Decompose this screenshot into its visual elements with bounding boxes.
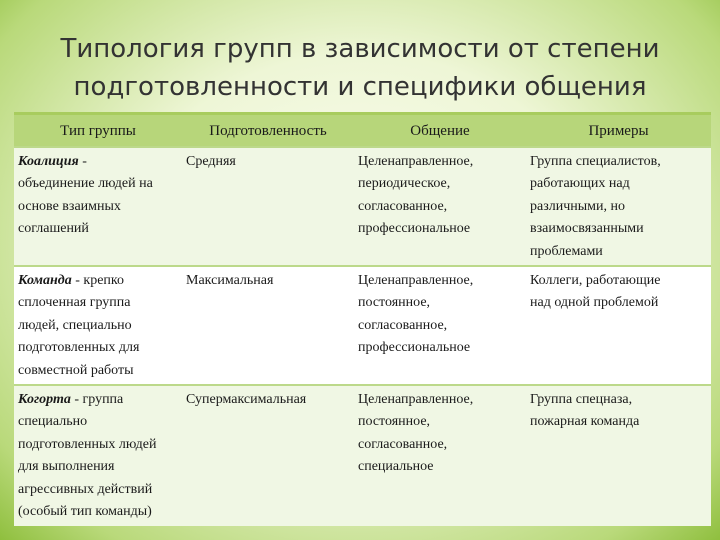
slide-title-line-1: Типология групп в зависимости от степени — [60, 34, 660, 64]
preparedness-cell: Максимальная — [182, 266, 354, 385]
header-examples: Примеры — [526, 114, 711, 148]
communication-cell: Целенаправленное, постоянное, согласованное, специальное — [354, 385, 526, 525]
group-type-cell — [14, 266, 182, 385]
table-header-row — [14, 114, 711, 148]
table-row — [14, 266, 711, 385]
communication-cell: Целенаправленное, постоянное, согласованное, профессиональное — [354, 266, 526, 385]
group-description: - объединение людей на основе взаимных соглашений — [18, 154, 153, 237]
group-name: Команда — [18, 273, 72, 289]
group-name: Когорта — [18, 392, 71, 408]
header-communication: Общение — [354, 114, 526, 148]
examples-cell: Группа специалистов, работающих над различными, но взаимосвязанными проблемами — [526, 147, 711, 266]
group-description: - крепко сплоченная группа людей, специально подготовленных для совместной работы — [18, 273, 140, 378]
group-typology-table — [14, 112, 711, 526]
group-description: - группа специально подготовленных людей для выполнения агрессивных действий (особый тип команды) — [18, 392, 157, 520]
table-row — [14, 385, 711, 525]
examples-cell: Группа спецназа, пожарная команда — [526, 385, 711, 525]
table-row — [14, 147, 711, 266]
group-type-cell — [14, 385, 182, 525]
examples-cell: Коллеги, работающие над одной проблемой — [526, 266, 711, 385]
header-group-type: Тип группы — [14, 114, 182, 148]
group-name: Коалиция — [18, 154, 79, 169]
preparedness-cell: Супермаксимальная — [182, 385, 354, 525]
preparedness-cell: Средняя — [182, 147, 354, 266]
slide-title — [0, 30, 720, 106]
communication-cell: Целенаправленное, периодическое, согласованное, профессиональное — [354, 147, 526, 266]
slide-title-line-2: подготовленности и специфики общения — [73, 72, 647, 102]
group-type-cell — [14, 147, 182, 266]
header-preparedness: Подготовленность — [182, 114, 354, 148]
